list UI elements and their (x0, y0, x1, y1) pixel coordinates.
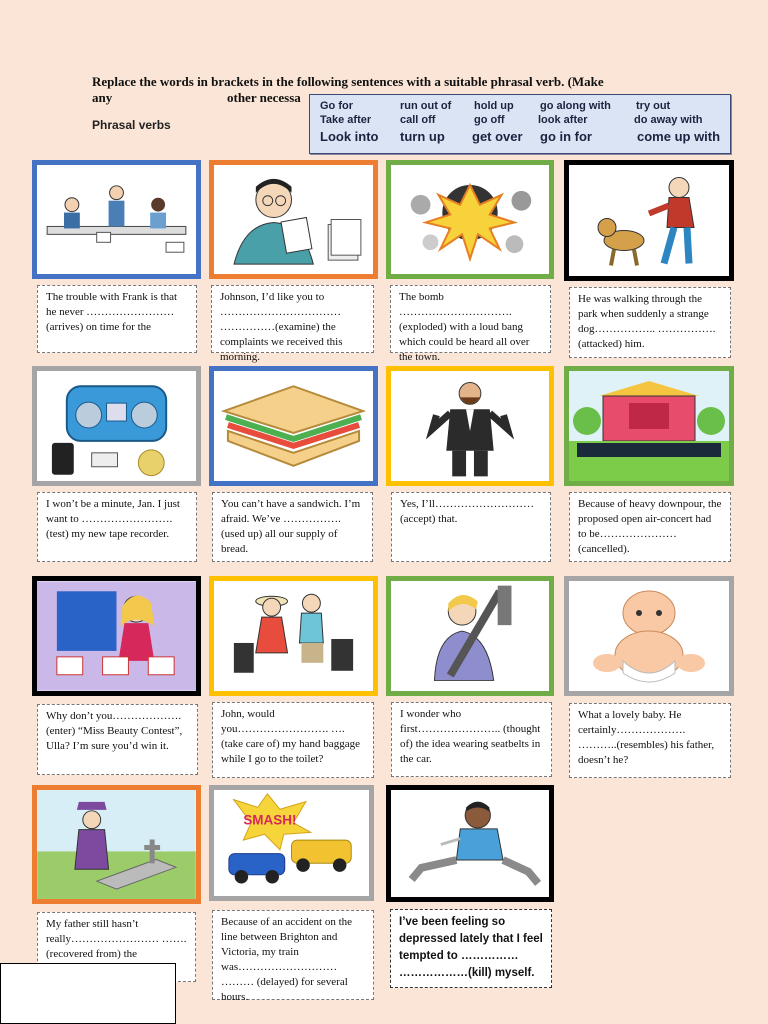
open-air-concert-icon (569, 371, 729, 481)
phrasal-verb: run out of (400, 100, 452, 112)
phrasal-verb: go off (474, 114, 505, 126)
sentence-14: Because of an accident on the line between Brighton and Victoria, my train was……………………… ……… (delayed) for several hours. (212, 910, 374, 1000)
sentence-11: I wonder who first………………….. (thought of) the idea wearing seatbelts in the car. (391, 702, 552, 777)
sentence-6: You can’t have a sandwich. I’m afraid. We’ve ……………. (used up) all our supply of bread. (212, 492, 373, 562)
phrasal-verb: Look into (320, 129, 379, 144)
man-thumbs-up-icon (391, 371, 549, 481)
sentence-13: My father still hasn’t really…………………… ……. (recovered from) the (37, 912, 196, 982)
man-reading-papers-picture (209, 160, 378, 279)
phrasal-verb: do away with (634, 114, 703, 126)
phrasal-verb: try out (636, 100, 671, 112)
instructions-other: other necessa (227, 90, 301, 105)
beauty-contest-icon (37, 581, 196, 691)
phrasal-verb: call off (400, 114, 436, 126)
beauty-contest-picture (32, 576, 201, 696)
sentence-1: The trouble with Frank is that he never …………………… (arrives) on time for the (37, 285, 197, 353)
sentence-4: He was walking through the park when suddenly a strange dog…………….. ……………. (attacked) him. (569, 287, 731, 358)
baby-picture (564, 576, 734, 696)
sentence-8: Because of heavy downpour, the proposed open air-concert had to be………………… (cancelled). (569, 492, 731, 562)
phrasal-verbs-box (309, 94, 731, 154)
phrasal-verb: go in for (540, 129, 592, 144)
car-crash-smash-icon (214, 790, 369, 896)
phrasal-verb: turn up (400, 129, 445, 144)
instructions-line-1: Replace the words in brackets in the following sentences with a suitable phrasal verb. (Make (92, 74, 604, 89)
sandwich-picture (209, 366, 378, 486)
phrasal-verb: come up with (637, 129, 721, 144)
instructions-any: any (92, 90, 113, 105)
man-reading-papers-icon (214, 165, 373, 274)
phrasal-verb: Take after (320, 114, 372, 126)
business-meeting-icon (37, 165, 196, 274)
man-thumbs-up-picture (386, 366, 554, 486)
phrasal-verbs-label: Phrasal verbs (92, 118, 171, 132)
sandwich-icon (214, 371, 373, 481)
sentence-10: John, would you……………………. ….(take care of) my hand baggage while I go to the toilet? (212, 702, 374, 778)
sentence-7: Yes, I’ll……………………… (accept) that. (391, 492, 551, 562)
phrasal-verb: get over (472, 129, 523, 144)
phrasal-verb: go along with (540, 100, 611, 112)
man-with-knife-icon (391, 790, 549, 897)
sentence-15: I’ve been feeling so depressed lately that I feel tempted to …………… ………………(kill) myself. (390, 909, 552, 988)
tape-recorder-icon (37, 371, 196, 481)
sentence-3: The bomb …………………………. (exploded) with a loud bang which could be heard all over the town. (390, 285, 551, 353)
sentence-9: Why don’t you………………. (enter) “Miss Beauty Contest”, Ulla? I’m sure you’d win it. (37, 704, 198, 775)
open-air-concert-picture (564, 366, 734, 486)
bomb-explosion-picture (386, 160, 554, 279)
couple-with-luggage-icon (214, 581, 373, 691)
baby-icon (569, 581, 729, 691)
man-fastening-seatbelt-picture (386, 576, 554, 696)
bomb-explosion-icon (391, 165, 549, 274)
dog-attacking-man-picture (564, 160, 734, 281)
dog-attacking-man-icon (569, 165, 729, 276)
phrasal-verb: hold up (474, 100, 514, 112)
man-fastening-seatbelt-icon (391, 581, 549, 691)
sentence-12: What a lovely baby. He certainly………………. ………..(resembles) his father, doesn’t he? (569, 703, 731, 778)
sentence-5: I won’t be a minute, Jan. I just want to …………………….(test) my new tape recorder. (37, 492, 197, 562)
phrasal-verb: Go for (320, 100, 353, 112)
man-at-grave-picture (32, 785, 201, 904)
man-with-knife-picture (386, 785, 554, 902)
couple-with-luggage-picture (209, 576, 378, 696)
svg-text:SMASH!: SMASH! (243, 812, 297, 828)
phrasal-verb: look after (538, 114, 588, 126)
sentence-2: Johnson, I’d like you to …………………………… ……………(examine) the complaints we received this morning. (211, 285, 374, 353)
blank-box (0, 963, 176, 1024)
business-meeting-picture (32, 160, 201, 279)
car-crash-smash-picture (209, 785, 374, 901)
man-at-grave-icon (37, 790, 196, 899)
tape-recorder-picture (32, 366, 201, 486)
